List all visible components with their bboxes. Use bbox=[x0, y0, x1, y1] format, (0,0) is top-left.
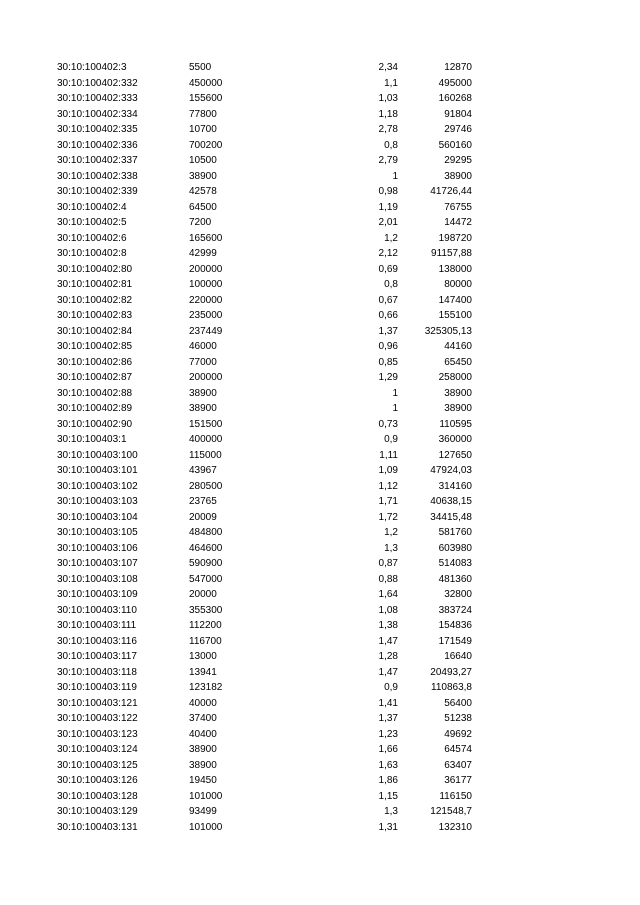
cadastral-number-cell: 30:10:100403:121 bbox=[57, 697, 138, 709]
total-cell: 360000 bbox=[438, 434, 472, 445]
table-row bbox=[0, 572, 640, 588]
cadastral-number-cell: 30:10:100403:108 bbox=[57, 573, 138, 585]
value-cell: 280500 bbox=[189, 480, 223, 492]
total-cell: 56400 bbox=[444, 697, 472, 709]
cadastral-number-cell: 30:10:100403:1 bbox=[57, 434, 127, 445]
total-cell: 154836 bbox=[438, 620, 472, 631]
cadastral-number-cell: 30:10:100402:5 bbox=[57, 217, 127, 228]
value-cell: 38900 bbox=[189, 387, 217, 399]
value-cell: 155600 bbox=[189, 93, 223, 104]
table-row bbox=[0, 525, 640, 541]
table-row bbox=[0, 479, 640, 495]
value-cell: 590900 bbox=[189, 558, 223, 569]
cadastral-number-cell: 30:10:100403:125 bbox=[57, 759, 138, 771]
cadastral-number-cell: 30:10:100403:118 bbox=[57, 666, 137, 678]
coefficient-cell: 2,01 bbox=[378, 217, 398, 228]
table-row bbox=[0, 448, 640, 464]
table-row bbox=[0, 773, 640, 789]
total-cell: 32800 bbox=[444, 589, 472, 600]
value-cell: 237449 bbox=[189, 325, 223, 337]
coefficient-cell: 1,3 bbox=[384, 542, 398, 554]
value-cell: 5500 bbox=[189, 62, 212, 73]
cadastral-number-cell: 30:10:100403:122 bbox=[57, 713, 138, 724]
table-row bbox=[0, 339, 640, 355]
value-cell: 464600 bbox=[189, 542, 223, 554]
cadastral-number-cell: 30:10:100403:119 bbox=[57, 682, 137, 693]
table-row bbox=[0, 556, 640, 572]
coefficient-cell: 1,66 bbox=[378, 744, 398, 755]
value-cell: 200000 bbox=[189, 372, 223, 383]
value-cell: 13941 bbox=[189, 666, 217, 678]
total-cell: 514083 bbox=[438, 558, 472, 569]
table-row bbox=[0, 107, 640, 123]
total-cell: 581760 bbox=[438, 527, 472, 538]
total-cell: 198720 bbox=[438, 232, 472, 244]
value-cell: 116700 bbox=[189, 635, 222, 647]
value-cell: 19450 bbox=[189, 775, 217, 786]
value-cell: 220000 bbox=[189, 294, 223, 306]
value-cell: 200000 bbox=[189, 263, 223, 275]
table-row bbox=[0, 417, 640, 433]
table-row bbox=[0, 494, 640, 510]
table-row bbox=[0, 169, 640, 185]
coefficient-cell: 1,64 bbox=[378, 589, 398, 600]
coefficient-cell: 0,98 bbox=[378, 186, 398, 197]
cadastral-number-cell: 30:10:100402:337 bbox=[57, 155, 138, 166]
total-cell: 47924,03 bbox=[430, 465, 472, 476]
value-cell: 400000 bbox=[189, 434, 223, 445]
table-row bbox=[0, 618, 640, 634]
coefficient-cell: 1,72 bbox=[378, 511, 398, 523]
cadastral-number-cell: 30:10:100402:87 bbox=[57, 372, 133, 383]
table-row bbox=[0, 711, 640, 727]
cadastral-number-cell: 30:10:100402:333 bbox=[57, 93, 138, 104]
total-cell: 132310 bbox=[438, 821, 472, 833]
value-cell: 46000 bbox=[189, 341, 217, 352]
coefficient-cell: 1,18 bbox=[378, 108, 398, 120]
coefficient-cell: 1 bbox=[392, 403, 398, 414]
coefficient-cell: 1,15 bbox=[378, 790, 398, 802]
table-row bbox=[0, 649, 640, 665]
cadastral-number-cell: 30:10:100403:105 bbox=[57, 527, 138, 538]
coefficient-cell: 1,03 bbox=[378, 93, 398, 104]
coefficient-cell: 1,3 bbox=[384, 806, 398, 817]
cadastral-number-cell: 30:10:100402:89 bbox=[57, 403, 133, 414]
value-cell: 115000 bbox=[189, 449, 222, 461]
coefficient-cell: 1,09 bbox=[378, 465, 398, 476]
table-row bbox=[0, 370, 640, 386]
value-cell: 10700 bbox=[189, 124, 217, 135]
table-row bbox=[0, 789, 640, 805]
table-row bbox=[0, 463, 640, 479]
coefficient-cell: 0,85 bbox=[378, 356, 398, 368]
table-row bbox=[0, 355, 640, 371]
total-cell: 110863,8 bbox=[431, 682, 472, 693]
cadastral-number-cell: 30:10:100402:6 bbox=[57, 232, 127, 244]
table-row bbox=[0, 603, 640, 619]
coefficient-cell: 1,86 bbox=[378, 775, 398, 786]
coefficient-cell: 1 bbox=[392, 387, 398, 399]
cadastral-number-cell: 30:10:100402:335 bbox=[57, 124, 138, 135]
total-cell: 258000 bbox=[438, 372, 472, 383]
total-cell: 171549 bbox=[438, 635, 472, 647]
coefficient-cell: 1,2 bbox=[384, 232, 398, 244]
spreadsheet-table bbox=[0, 60, 640, 835]
coefficient-cell: 1,47 bbox=[378, 666, 398, 678]
coefficient-cell: 1,12 bbox=[378, 480, 398, 492]
value-cell: 38900 bbox=[189, 170, 217, 182]
value-cell: 64500 bbox=[189, 201, 217, 213]
table-row bbox=[0, 804, 640, 820]
coefficient-cell: 1,19 bbox=[378, 201, 398, 213]
value-cell: 77000 bbox=[189, 356, 217, 368]
coefficient-cell: 0,9 bbox=[384, 434, 398, 445]
total-cell: 40638,15 bbox=[430, 496, 472, 507]
table-row bbox=[0, 153, 640, 169]
table-row bbox=[0, 215, 640, 231]
total-cell: 41726,44 bbox=[430, 186, 472, 197]
total-cell: 29746 bbox=[444, 124, 472, 135]
value-cell: 38900 bbox=[189, 759, 217, 771]
cadastral-number-cell: 30:10:100402:332 bbox=[57, 77, 138, 89]
total-cell: 14472 bbox=[444, 217, 472, 228]
cadastral-number-cell: 30:10:100403:109 bbox=[57, 589, 138, 600]
coefficient-cell: 1,63 bbox=[378, 759, 398, 771]
value-cell: 38900 bbox=[189, 403, 217, 414]
total-cell: 80000 bbox=[444, 279, 472, 290]
table-row bbox=[0, 401, 640, 417]
value-cell: 37400 bbox=[189, 713, 217, 724]
total-cell: 29295 bbox=[444, 155, 472, 166]
total-cell: 16640 bbox=[444, 651, 472, 662]
total-cell: 65450 bbox=[444, 356, 472, 368]
coefficient-cell: 0,96 bbox=[378, 341, 398, 352]
cadastral-number-cell: 30:10:100403:128 bbox=[57, 790, 138, 802]
total-cell: 36177 bbox=[444, 775, 472, 786]
value-cell: 235000 bbox=[189, 310, 223, 321]
value-cell: 77800 bbox=[189, 108, 217, 120]
coefficient-cell: 0,87 bbox=[378, 558, 398, 569]
cadastral-number-cell: 30:10:100403:107 bbox=[57, 558, 138, 569]
value-cell: 42999 bbox=[189, 248, 217, 259]
total-cell: 138000 bbox=[438, 263, 472, 275]
total-cell: 127650 bbox=[438, 449, 472, 461]
value-cell: 13000 bbox=[189, 651, 217, 662]
table-row bbox=[0, 680, 640, 696]
cadastral-number-cell: 30:10:100403:123 bbox=[57, 728, 138, 740]
cadastral-number-cell: 30:10:100403:111 bbox=[57, 620, 137, 631]
value-cell: 23765 bbox=[189, 496, 217, 507]
coefficient-cell: 0,73 bbox=[378, 418, 398, 430]
table-row bbox=[0, 634, 640, 650]
table-row bbox=[0, 742, 640, 758]
value-cell: 40000 bbox=[189, 697, 217, 709]
total-cell: 147400 bbox=[438, 294, 472, 306]
coefficient-cell: 1 bbox=[392, 170, 398, 182]
table-row bbox=[0, 246, 640, 262]
total-cell: 121548,7 bbox=[430, 806, 472, 817]
coefficient-cell: 2,79 bbox=[378, 155, 398, 166]
total-cell: 110595 bbox=[439, 418, 472, 430]
coefficient-cell: 1,38 bbox=[378, 620, 398, 631]
total-cell: 34415,48 bbox=[430, 511, 472, 523]
total-cell: 116150 bbox=[439, 790, 472, 802]
value-cell: 123182 bbox=[189, 682, 223, 693]
total-cell: 314160 bbox=[438, 480, 472, 492]
value-cell: 355300 bbox=[189, 604, 223, 616]
coefficient-cell: 1,37 bbox=[378, 713, 398, 724]
value-cell: 700200 bbox=[189, 139, 223, 151]
table-row bbox=[0, 758, 640, 774]
total-cell: 12870 bbox=[444, 62, 472, 73]
cadastral-number-cell: 30:10:100402:338 bbox=[57, 170, 138, 182]
value-cell: 547000 bbox=[189, 573, 223, 585]
value-cell: 38900 bbox=[189, 744, 217, 755]
coefficient-cell: 1,23 bbox=[378, 728, 398, 740]
table-row bbox=[0, 510, 640, 526]
value-cell: 450000 bbox=[189, 77, 223, 89]
table-row bbox=[0, 727, 640, 743]
value-cell: 93499 bbox=[189, 806, 217, 817]
total-cell: 38900 bbox=[444, 170, 472, 182]
table-row bbox=[0, 277, 640, 293]
total-cell: 20493,27 bbox=[430, 666, 472, 678]
coefficient-cell: 1,37 bbox=[378, 325, 398, 337]
total-cell: 38900 bbox=[444, 403, 472, 414]
value-cell: 42578 bbox=[189, 186, 217, 197]
table-row bbox=[0, 231, 640, 247]
cadastral-number-cell: 30:10:100403:100 bbox=[57, 449, 138, 461]
table-row bbox=[0, 432, 640, 448]
coefficient-cell: 1,08 bbox=[378, 604, 398, 616]
value-cell: 112200 bbox=[189, 620, 222, 631]
coefficient-cell: 1,28 bbox=[378, 651, 398, 662]
coefficient-cell: 2,12 bbox=[378, 248, 398, 259]
coefficient-cell: 2,78 bbox=[378, 124, 398, 135]
cadastral-number-cell: 30:10:100402:84 bbox=[57, 325, 133, 337]
cadastral-number-cell: 30:10:100402:3 bbox=[57, 62, 127, 73]
value-cell: 100000 bbox=[189, 279, 223, 290]
total-cell: 481360 bbox=[438, 573, 472, 585]
value-cell: 43967 bbox=[189, 465, 217, 476]
cadastral-number-cell: 30:10:100402:88 bbox=[57, 387, 133, 399]
table-row bbox=[0, 200, 640, 216]
cadastral-number-cell: 30:10:100403:104 bbox=[57, 511, 138, 523]
coefficient-cell: 0,8 bbox=[384, 139, 398, 151]
total-cell: 383724 bbox=[438, 604, 472, 616]
table-row bbox=[0, 696, 640, 712]
table-row bbox=[0, 324, 640, 340]
coefficient-cell: 0,67 bbox=[378, 294, 398, 306]
coefficient-cell: 0,8 bbox=[384, 279, 398, 290]
total-cell: 91804 bbox=[444, 108, 472, 120]
total-cell: 51238 bbox=[444, 713, 472, 724]
table-row bbox=[0, 308, 640, 324]
cadastral-number-cell: 30:10:100403:117 bbox=[57, 651, 137, 662]
total-cell: 44160 bbox=[444, 341, 472, 352]
cadastral-number-cell: 30:10:100403:106 bbox=[57, 542, 138, 554]
cadastral-number-cell: 30:10:100403:103 bbox=[57, 496, 138, 507]
total-cell: 64574 bbox=[444, 744, 472, 755]
coefficient-cell: 1,29 bbox=[378, 372, 398, 383]
total-cell: 495000 bbox=[438, 77, 472, 89]
cadastral-number-cell: 30:10:100402:82 bbox=[57, 294, 133, 306]
cadastral-number-cell: 30:10:100403:101 bbox=[57, 465, 138, 476]
table-row bbox=[0, 138, 640, 154]
coefficient-cell: 1,2 bbox=[384, 527, 398, 538]
table-row bbox=[0, 184, 640, 200]
cadastral-number-cell: 30:10:100402:4 bbox=[57, 201, 127, 213]
coefficient-cell: 1,71 bbox=[378, 496, 398, 507]
cadastral-number-cell: 30:10:100402:80 bbox=[57, 263, 133, 275]
cadastral-number-cell: 30:10:100402:90 bbox=[57, 418, 133, 430]
cadastral-number-cell: 30:10:100402:81 bbox=[57, 279, 133, 290]
table-row bbox=[0, 60, 640, 76]
value-cell: 165600 bbox=[189, 232, 223, 244]
cadastral-number-cell: 30:10:100402:85 bbox=[57, 341, 133, 352]
coefficient-cell: 1,11 bbox=[379, 449, 398, 461]
table-row bbox=[0, 541, 640, 557]
value-cell: 40400 bbox=[189, 728, 217, 740]
total-cell: 63407 bbox=[444, 759, 472, 771]
cadastral-number-cell: 30:10:100402:336 bbox=[57, 139, 138, 151]
value-cell: 7200 bbox=[189, 217, 212, 228]
total-cell: 76755 bbox=[444, 201, 472, 213]
cadastral-number-cell: 30:10:100403:129 bbox=[57, 806, 138, 817]
table-row bbox=[0, 122, 640, 138]
value-cell: 101000 bbox=[189, 790, 223, 802]
table-row bbox=[0, 820, 640, 836]
value-cell: 151500 bbox=[189, 418, 223, 430]
total-cell: 603980 bbox=[438, 542, 472, 554]
coefficient-cell: 0,88 bbox=[378, 573, 398, 585]
coefficient-cell: 0,66 bbox=[378, 310, 398, 321]
cadastral-number-cell: 30:10:100403:116 bbox=[57, 635, 137, 647]
value-cell: 20009 bbox=[189, 511, 217, 523]
total-cell: 325305,13 bbox=[424, 325, 472, 337]
total-cell: 49692 bbox=[444, 728, 472, 740]
total-cell: 560160 bbox=[438, 139, 472, 151]
coefficient-cell: 0,69 bbox=[378, 263, 398, 275]
cadastral-number-cell: 30:10:100402:339 bbox=[57, 186, 138, 197]
coefficient-cell: 1,41 bbox=[378, 697, 398, 709]
table-row bbox=[0, 262, 640, 278]
value-cell: 101000 bbox=[189, 821, 223, 833]
value-cell: 20000 bbox=[189, 589, 217, 600]
coefficient-cell: 1,47 bbox=[378, 635, 398, 647]
cadastral-number-cell: 30:10:100403:126 bbox=[57, 775, 138, 786]
coefficient-cell: 0,9 bbox=[384, 682, 398, 693]
total-cell: 91157,88 bbox=[431, 248, 472, 259]
coefficient-cell: 2,34 bbox=[378, 62, 398, 73]
value-cell: 484800 bbox=[189, 527, 223, 538]
table-row bbox=[0, 76, 640, 92]
cadastral-number-cell: 30:10:100402:83 bbox=[57, 310, 133, 321]
cadastral-number-cell: 30:10:100403:110 bbox=[57, 604, 137, 616]
table-row bbox=[0, 293, 640, 309]
cadastral-number-cell: 30:10:100403:131 bbox=[57, 821, 138, 833]
table-row bbox=[0, 587, 640, 603]
table-row bbox=[0, 386, 640, 402]
total-cell: 155100 bbox=[438, 310, 472, 321]
coefficient-cell: 1,1 bbox=[384, 77, 398, 89]
total-cell: 38900 bbox=[444, 387, 472, 399]
table-row bbox=[0, 91, 640, 107]
value-cell: 10500 bbox=[189, 155, 217, 166]
cadastral-number-cell: 30:10:100403:124 bbox=[57, 744, 138, 755]
cadastral-number-cell: 30:10:100402:334 bbox=[57, 108, 138, 120]
cadastral-number-cell: 30:10:100403:102 bbox=[57, 480, 138, 492]
cadastral-number-cell: 30:10:100402:8 bbox=[57, 248, 127, 259]
total-cell: 160268 bbox=[438, 93, 472, 104]
table-row bbox=[0, 665, 640, 681]
coefficient-cell: 1,31 bbox=[378, 821, 398, 833]
cadastral-number-cell: 30:10:100402:86 bbox=[57, 356, 133, 368]
